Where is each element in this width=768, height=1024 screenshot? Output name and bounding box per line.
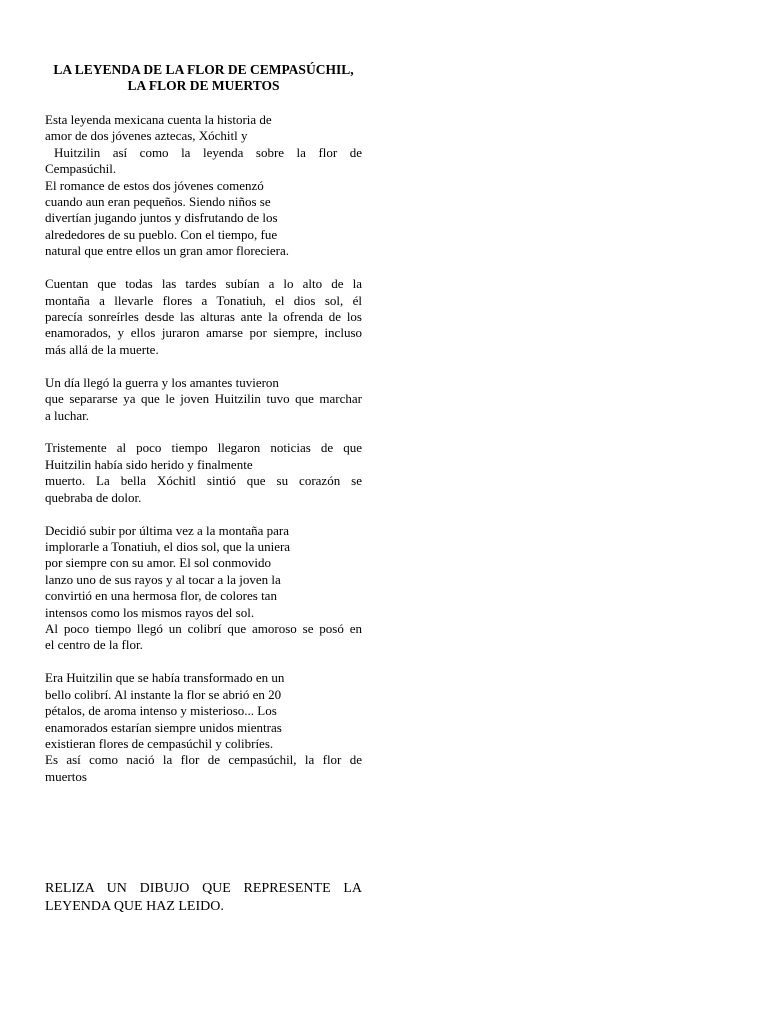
text-line: Huitzilin había sido herido y finalmente <box>45 456 253 472</box>
text-line: Al poco tiempo llegó un colibrí que amoroso se posó en <box>45 620 362 636</box>
text-line: enamorados estarían siempre unidos mientras <box>45 719 282 735</box>
text-line: Huitzilin así como la leyenda sobre la flor de <box>54 144 362 160</box>
text-line: Era Huitzilin que se había transformado en un <box>45 670 285 686</box>
text-line: natural que entre ellos un gran amor floreciera. <box>45 243 289 259</box>
text-line: cuando aun eran pequeños. Siendo niños se <box>45 194 271 210</box>
text-line: Tristemente al poco tiempo llegaron noticias de que <box>45 440 362 456</box>
drawing-instruction <box>45 880 362 915</box>
text-line: bello colibrí. Al instante la flor se abrió en 20 <box>45 686 282 702</box>
text-line: Cempasúchil. <box>45 161 117 177</box>
text-line: Un día llegó la guerra y los amantes tuvieron <box>45 374 279 390</box>
text-line: convirtió en una hermosa flor, de colores tan <box>45 588 277 604</box>
paragraph-5 <box>45 523 362 654</box>
text-line: amor de dos jóvenes aztecas, Xóchitl y <box>45 128 248 144</box>
text-line: por siempre con su amor. El sol conmovido <box>45 555 272 571</box>
document-page <box>45 62 362 802</box>
title-line: LA LEYENDA DE LA FLOR DE CEMPASÚCHIL, <box>53 62 354 77</box>
paragraph-2 <box>45 276 362 358</box>
text-line: enamorados, y ellos juraron amarse por siempre, incluso <box>45 325 362 341</box>
text-line: Es así como nació la flor de cempasúchil, la flor de <box>45 752 362 768</box>
text-line: quebraba de dolor. <box>45 489 142 505</box>
text-line: El romance de estos dos jóvenes comenzó <box>45 177 264 193</box>
document-title <box>45 62 362 94</box>
text-line: el centro de la flor. <box>45 637 143 653</box>
title-line: LA FLOR DE MUERTOS <box>127 78 280 93</box>
text-line: implorarle a Tonatiuh, el dios sol, que la uniera <box>45 538 291 554</box>
text-line: Cuentan que todas las tardes subían a lo alto de la <box>45 276 362 292</box>
text-line: alrededores de su pueblo. Con el tiempo, fue <box>45 226 278 242</box>
text-line: montaña a llevarle flores a Tonatiuh, el dios sol, él <box>45 292 362 308</box>
text-line: a luchar. <box>45 407 90 423</box>
paragraph-3 <box>45 375 362 424</box>
text-line: pétalos, de aroma intenso y misterioso... Los <box>45 703 277 719</box>
instruction-line: LEYENDA QUE HAZ LEIDO. <box>45 898 224 914</box>
paragraph-1 <box>45 112 362 260</box>
instruction-line: RELIZA UN DIBUJO QUE REPRESENTE LA <box>45 881 362 896</box>
text-line: parecía sonreírles desde las alturas ante la ofrenda de los <box>45 308 362 324</box>
text-line: muertos <box>45 768 87 784</box>
text-line: lanzo uno de sus rayos y al tocar a la joven la <box>45 571 281 587</box>
text-line: Esta leyenda mexicana cuenta la historia de <box>45 112 272 127</box>
text-line: más allá de la muerte. <box>45 341 159 357</box>
text-line: divertían jugando juntos y disfrutando de los <box>45 210 278 226</box>
paragraph-4 <box>45 440 362 506</box>
text-line: Decidió subir por última vez a la montaña para <box>45 522 290 538</box>
text-line: existieran flores de cempasúchil y colibríes. <box>45 735 274 751</box>
text-line: intensos como los mismos rayos del sol. <box>45 604 255 620</box>
text-line: muerto. La bella Xóchitl sintió que su corazón se <box>45 473 362 489</box>
text-line: que separarse ya que le joven Huitzilin tuvo que marchar <box>45 391 362 407</box>
paragraph-6 <box>45 670 362 785</box>
